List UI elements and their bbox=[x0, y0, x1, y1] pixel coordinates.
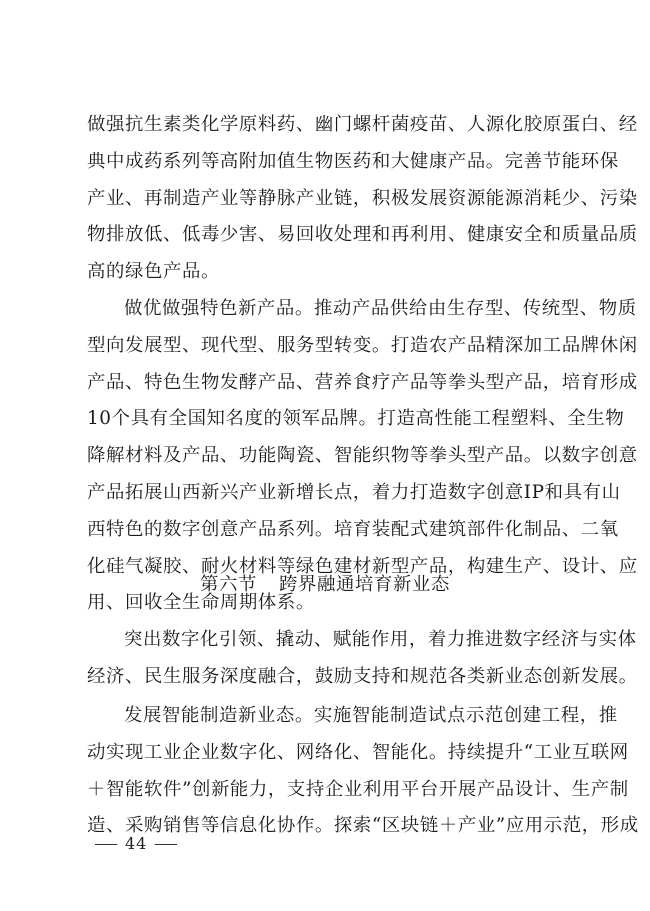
section-title: 跨界融通培育新业态 bbox=[279, 574, 450, 595]
text-line: 西特色的数字创意产品系列。培育装配式建筑部件化制品、二氧 bbox=[87, 518, 619, 540]
text-line: 产业、再制造产业等静脉产业链，积极发展资源能源消耗少、污染 bbox=[87, 187, 638, 209]
text-line: 突出数字化引领、撬动、赋能作用，着力推进数字经济与实体 bbox=[124, 629, 637, 650]
text-line: 典中成药系列等高附加值生物医药和大健康产品。完善节能环保 bbox=[87, 150, 619, 172]
text-line: 化硅气凝胶、耐火材料等绿色建材新型产品，构建生产、设计、应 bbox=[87, 555, 638, 577]
text-line: 产品、特色生物发酵产品、营养食疗产品等拳头型产品，培育形成 bbox=[87, 371, 638, 393]
text-line: 经济、民生服务深度融合，鼓励支持和规范各类新业态创新发展。 bbox=[87, 665, 638, 687]
text-line: 型向发展型、现代型、服务型转变。打造农产品精深加工品牌休闲 bbox=[87, 334, 638, 356]
dash-left bbox=[95, 844, 117, 845]
section-number: 第六节 bbox=[200, 574, 258, 595]
text-line: 10个具有全国知名度的领军品牌。打造高性能工程塑料、全生物 bbox=[87, 408, 625, 430]
text-line: ＋智能软件”创新能力，支持企业利用平台开展产品设计、生产制 bbox=[87, 778, 629, 800]
text-line: 物排放低、低毒少害、易回收处理和再利用、健康安全和质量品质 bbox=[87, 224, 638, 246]
paragraph-3 bbox=[87, 622, 638, 696]
paragraph-4 bbox=[87, 698, 639, 845]
dash-right bbox=[155, 844, 177, 845]
text-line: 做强抗生素类化学原料药、幽门螺杆菌疫苗、人源化胶原蛋白、经 bbox=[87, 114, 638, 135]
text-line: 用、回收全生命周期体系。 bbox=[87, 592, 315, 614]
section-heading bbox=[0, 567, 650, 604]
text-line: 造、采购销售等信息化协作。探索“区块链＋产业”应用示范，形成 bbox=[87, 815, 639, 837]
page-number: 44 bbox=[125, 834, 148, 853]
text-line: 产品拓展山西新兴产业新增长点，着力打造数字创意IP和具有山 bbox=[87, 481, 621, 503]
text-line: 发展智能制造新业态。实施智能制造试点示范创建工程，推 bbox=[124, 705, 618, 726]
text-line: 动实现工业企业数字化、网络化、智能化。持续提升“工业互联网 bbox=[87, 741, 629, 763]
text-line: 高的绿色产品。 bbox=[87, 261, 220, 283]
paragraph-1 bbox=[87, 107, 638, 291]
text-line: 做优做强特色新产品。推动产品供给由生存型、传统型、物质 bbox=[124, 298, 637, 319]
text-line: 降解材料及产品、功能陶瓷、智能织物等拳头型产品。以数字创意 bbox=[87, 445, 638, 467]
page-footer bbox=[87, 832, 185, 856]
